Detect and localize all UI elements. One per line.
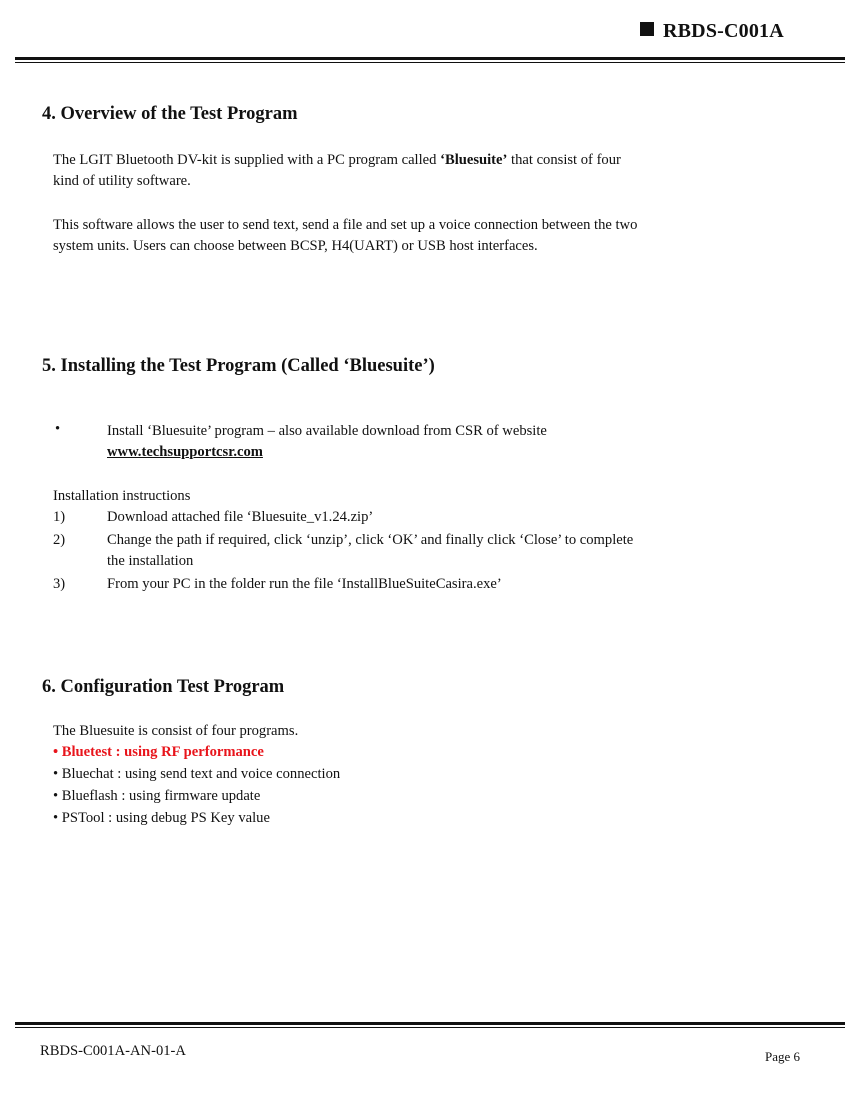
step-number: 1): [53, 509, 66, 525]
install-bullet-text: Install ‘Bluesuite’ program – also available download from CSR of website: [107, 423, 547, 439]
header-rule-thick: [15, 57, 845, 60]
step-number: 2): [53, 532, 66, 548]
footer-document-number: RBDS-C001A-AN-01-A: [40, 1043, 186, 1059]
square-bullet-icon: [640, 22, 654, 36]
footer-rule-thick: [15, 1022, 845, 1025]
paragraph-text: kind of utility software.: [53, 173, 191, 189]
paragraph-text: system units. Users can choose between BCSP, H4(UART) or USB host interfaces.: [53, 238, 538, 254]
program-item-bluechat: • Bluechat : using send text and voice connection: [53, 766, 341, 782]
step-3-text: From your PC in the folder run the file ‘InstallBlueSuiteCasira.exe’: [107, 576, 502, 592]
paragraph-text: This software allows the user to send text, send a file and set up a voice connection between the two: [53, 217, 638, 233]
step-2-line-1: Change the path if required, click ‘unzip’, click ‘OK’ and finally click ‘Close’ to complete: [107, 532, 634, 548]
program-item-blueflash: • Blueflash : using firmware update: [53, 788, 261, 804]
section-4-heading: 4. Overview of the Test Program: [42, 104, 298, 124]
section-4-paragraph-1: [53, 150, 813, 192]
installation-instructions-label: Installation instructions: [53, 488, 191, 504]
section-6-heading: 6. Configuration Test Program: [42, 677, 285, 697]
section-5-heading: 5. Installing the Test Program (Called ‘Bluesuite’): [42, 356, 435, 376]
paragraph-text: The LGIT Bluetooth DV-kit is supplied with a PC program called: [53, 152, 441, 168]
document-id-text: RBDS-C001A: [663, 20, 784, 42]
header-rule-thin: [15, 62, 845, 63]
bullet-icon: •: [55, 421, 61, 437]
install-bullet-item: [107, 421, 807, 463]
program-item-pstool: • PSTool : using debug PS Key value: [53, 810, 270, 826]
program-item-bluetest: • Bluetest : using RF performance: [53, 744, 264, 760]
step-2-line-2: the installation: [107, 553, 194, 569]
paragraph-text: that consist of four: [507, 152, 621, 168]
section-6-intro: The Bluesuite is consist of four programs.: [53, 723, 299, 739]
techsupport-link[interactable]: www.techsupportcsr.com: [107, 444, 263, 460]
step-2-text: [107, 530, 807, 572]
bluesuite-bold-name: ‘Bluesuite’: [440, 152, 508, 168]
step-number: 3): [53, 576, 66, 592]
step-1-text: Download attached file ‘Bluesuite_v1.24.zip’: [107, 509, 374, 525]
footer-page-number: Page 6: [765, 1049, 801, 1064]
document-id-header: [640, 20, 784, 43]
footer-rule-thin: [15, 1027, 845, 1028]
section-4-paragraph-2: [53, 215, 813, 257]
